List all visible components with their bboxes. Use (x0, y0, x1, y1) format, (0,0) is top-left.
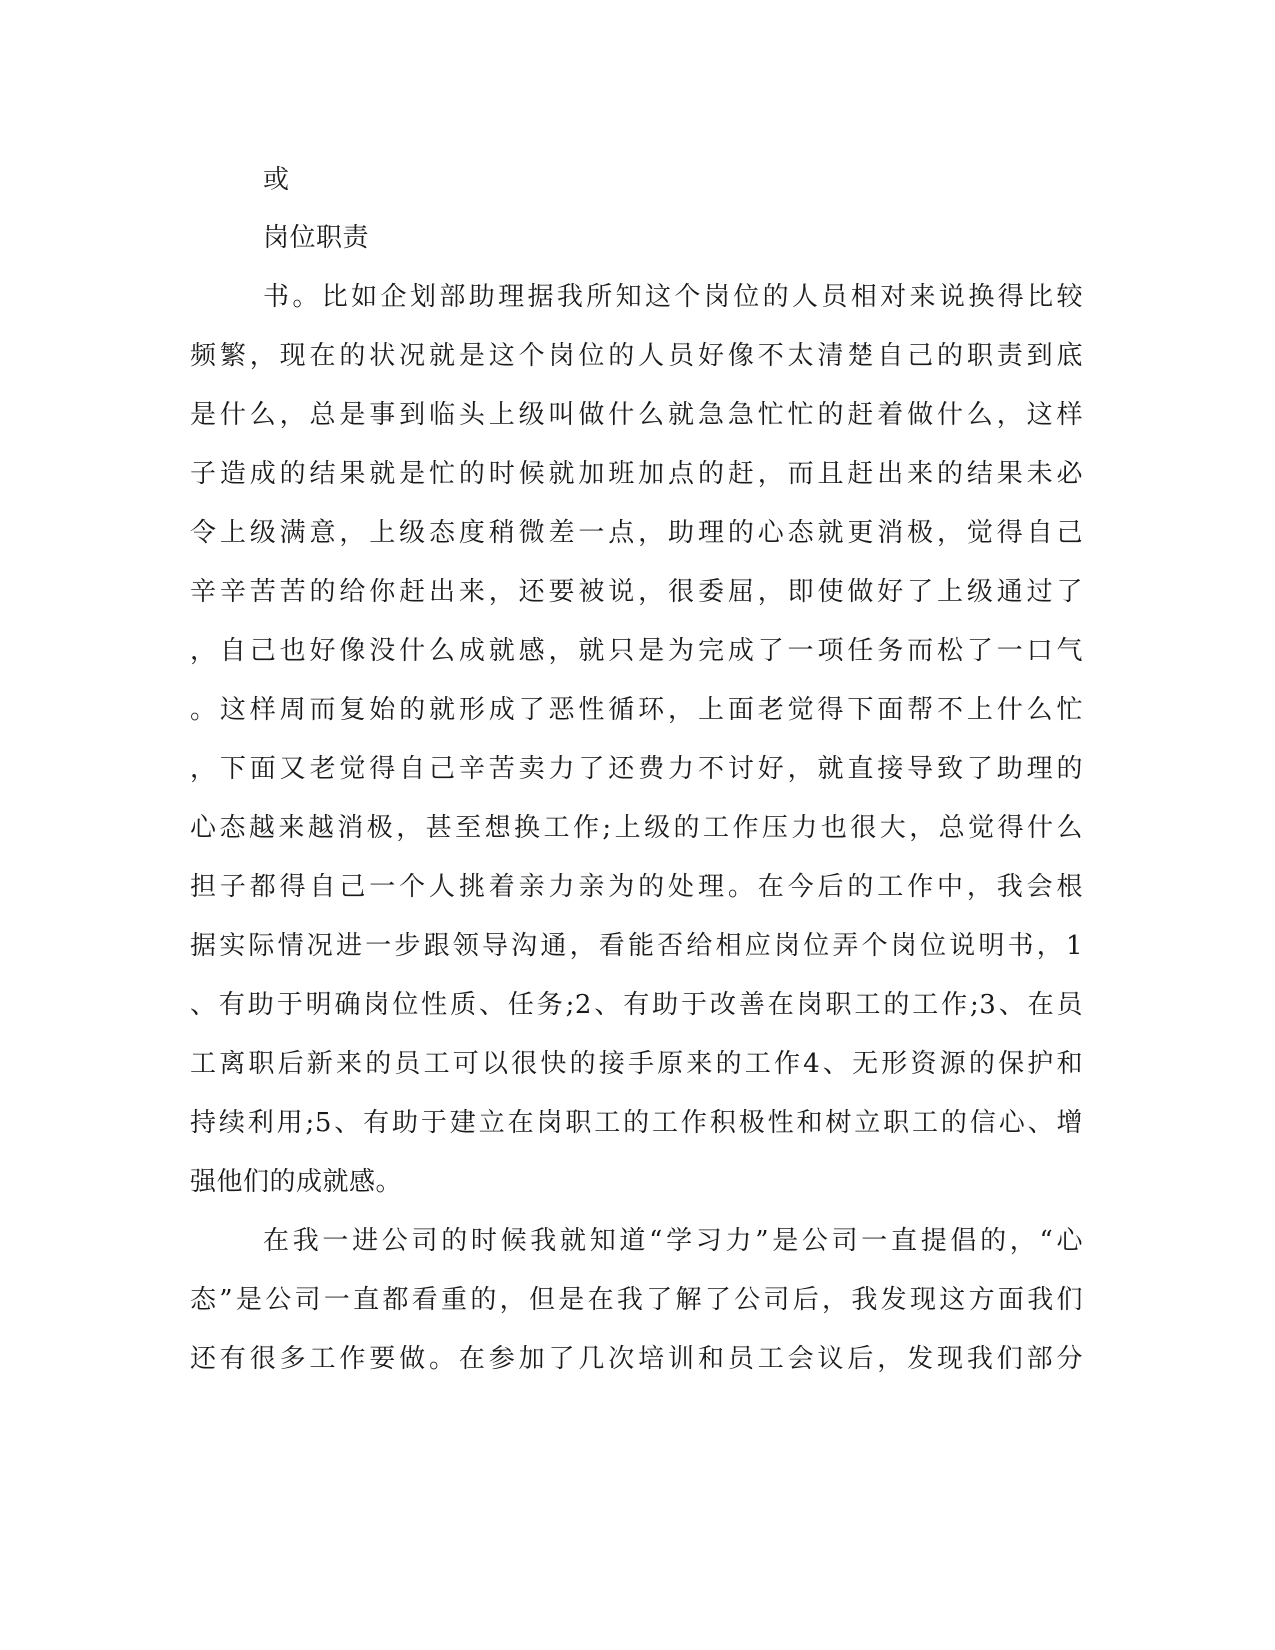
paragraph-line: 令上级满意，上级态度稍微差一点，助理的心态就更消极，觉得自己 (190, 518, 1083, 548)
paragraph-line: ，下面又老觉得自己辛苦卖力了还费力不讨好，就直接导致了助理的 (190, 754, 1083, 784)
paragraph-line: 心态越来越消极，甚至想换工作;上级的工作压力也很大，总觉得什么 (190, 813, 1083, 843)
heading-or: 或 (263, 165, 290, 195)
paragraph-line: 在我一进公司的时候我就知道“学习力”是公司一直提倡的，“心 (263, 1226, 1083, 1256)
paragraph-line: 持续利用;5、有助于建立在岗职工的工作积极性和树立职工的信心、增 (190, 1108, 1083, 1138)
paragraph-line: 强他们的成就感。 (190, 1167, 403, 1197)
paragraph-line: 据实际情况进一步跟领导沟通，看能否给相应岗位弄个岗位说明书，1 (190, 931, 1083, 961)
paragraph-line: ，自己也好像没什么成就感，就只是为完成了一项任务而松了一口气 (190, 636, 1083, 666)
paragraph-line: 是什么，总是事到临头上级叫做什么就急急忙忙的赶着做什么，这样 (190, 400, 1083, 430)
paragraph-line: 还有很多工作要做。在参加了几次培训和员工会议后，发现我们部分 (190, 1344, 1083, 1374)
paragraph-line: 书。比如企划部助理据我所知这个岗位的人员相对来说换得比较 (263, 282, 1083, 312)
paragraph-line: 、有助于明确岗位性质、任务;2、有助于改善在岗职工的工作;3、在员 (190, 990, 1083, 1020)
paragraph-line: 子造成的结果就是忙的时候就加班加点的赶，而且赶出来的结果未必 (190, 459, 1083, 489)
paragraph-line: 频繁，现在的状况就是这个岗位的人员好像不太清楚自己的职责到底 (190, 341, 1083, 371)
paragraph-line: 态”是公司一直都看重的，但是在我了解了公司后，我发现这方面我们 (190, 1285, 1083, 1315)
heading-title: 岗位职责 (263, 223, 370, 253)
paragraph-line: 辛辛苦苦的给你赶出来，还要被说，很委屈，即使做好了上级通过了 (190, 577, 1083, 607)
paragraph-line: 。这样周而复始的就形成了恶性循环，上面老觉得下面帮不上什么忙 (190, 695, 1083, 725)
paragraph-line: 工离职后新来的员工可以很快的接手原来的工作4、无形资源的保护和 (190, 1049, 1083, 1079)
paragraph-line: 担子都得自己一个人挑着亲力亲为的处理。在今后的工作中，我会根 (190, 872, 1083, 902)
